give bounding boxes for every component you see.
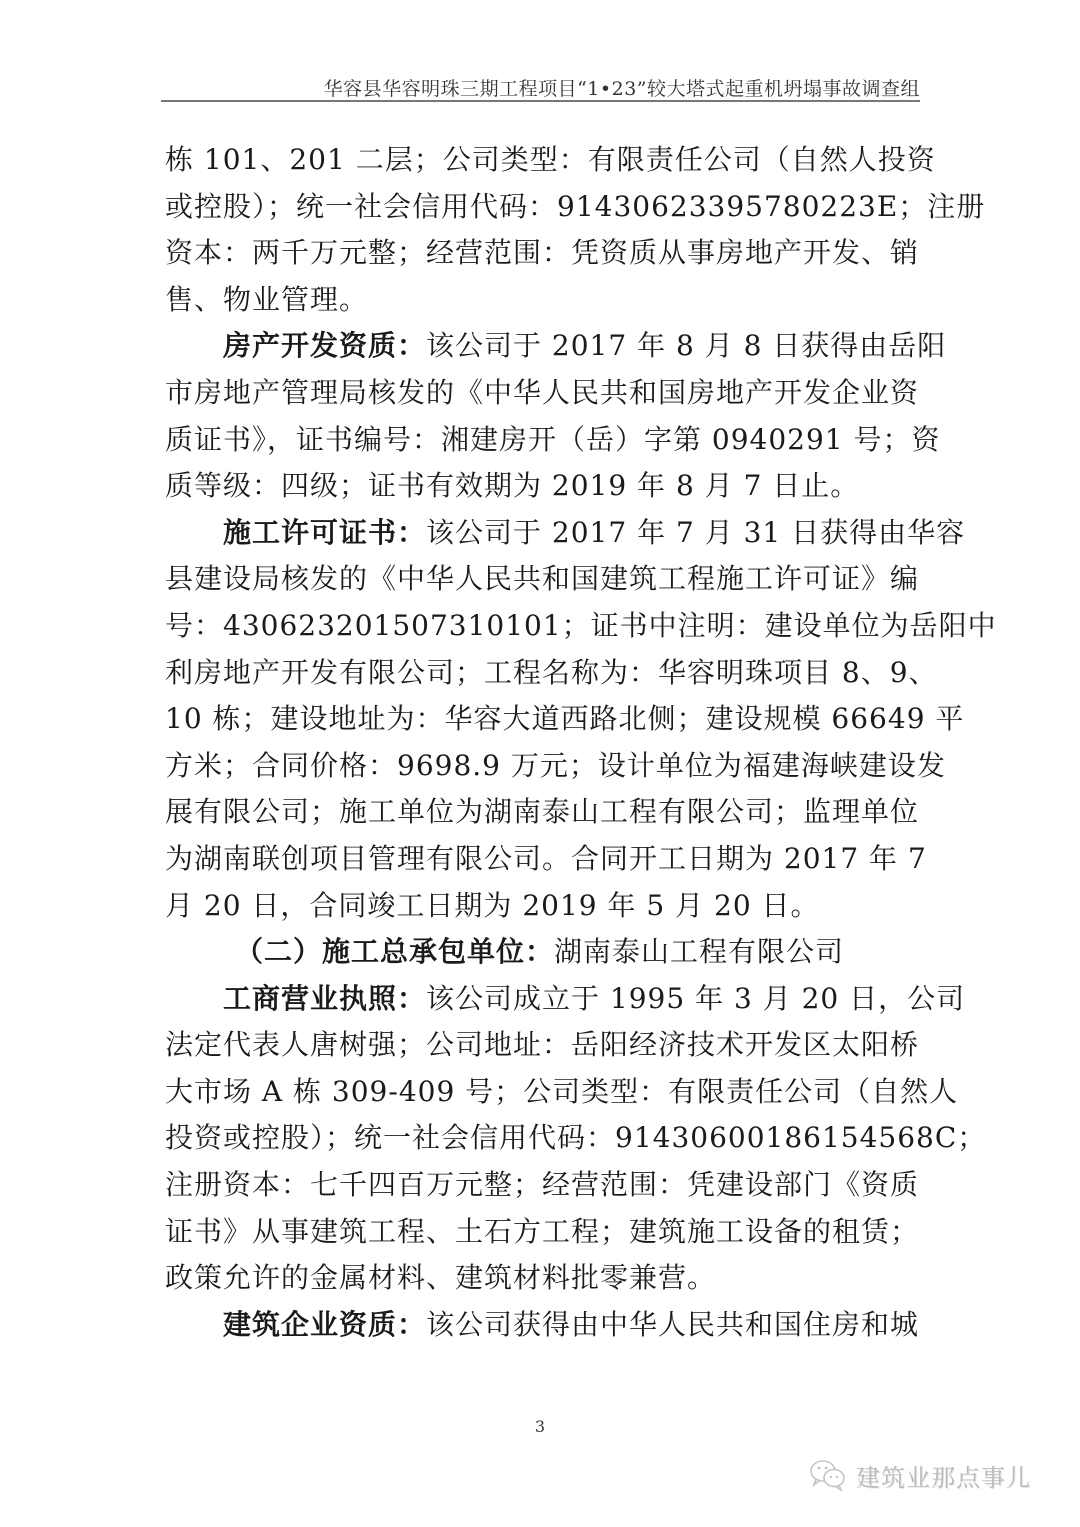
line-text: 该公司于 2017 年 8 月 8 日获得由岳阳	[426, 329, 947, 363]
page-number: 3	[534, 1417, 546, 1436]
line-text: 法定代表人唐树强；公司地址：岳阳经济技术开发区太阳桥	[165, 1028, 920, 1062]
text-line	[165, 743, 946, 790]
running-header: 华容县华容明珠三期工程项目“1•23”较大塔式起重机坍塌事故调查组	[323, 78, 920, 100]
line-text: 该公司获得由中华人民共和国住房和城	[426, 1307, 920, 1341]
text-line	[165, 184, 986, 231]
section-lead: 建筑企业资质：	[223, 1307, 427, 1341]
line-text: 质证书》，证书编号：湘建房开（岳）字第 0940291 号；资	[165, 422, 941, 456]
text-line	[165, 370, 920, 417]
text-line	[165, 510, 966, 557]
text-line	[165, 556, 920, 603]
section-lead: 房产开发资质：	[223, 329, 427, 363]
wechat-icon	[808, 1458, 848, 1492]
line-text: 政策允许的金属材料、建筑材料批零兼营。	[165, 1261, 717, 1295]
line-text: 该公司成立于 1995 年 3 月 20 日，公司	[426, 981, 966, 1015]
text-line	[165, 1209, 920, 1256]
text-line	[165, 1115, 987, 1162]
watermark	[808, 1455, 1031, 1495]
line-text: 展有限公司；施工单位为湖南泰山工程有限公司；监理单位	[165, 795, 920, 829]
section-heading	[165, 929, 917, 976]
section-heading-lead: （二）施工总承包单位：	[235, 935, 555, 969]
document-body	[165, 137, 997, 1348]
text-line	[165, 696, 965, 743]
text-line	[165, 1255, 917, 1302]
line-text: 栋 101、201 二层；公司类型：有限责任公司（自然人投资	[165, 143, 936, 176]
text-line	[165, 1302, 920, 1349]
text-line	[165, 230, 920, 277]
line-text: 利房地产开发有限公司；工程名称为：华容明珠项目 8、9、	[165, 655, 938, 689]
text-line	[165, 463, 917, 510]
line-text: 市房地产管理局核发的《中华人民共和国房地产开发企业资	[165, 375, 920, 409]
line-text: 号：430623201507310101；证书中注明：建设单位为岳阳中	[165, 608, 997, 642]
section-lead: 工商营业执照：	[223, 981, 427, 1015]
text-line	[165, 277, 917, 324]
text-line	[165, 417, 941, 464]
line-text: 10 栋；建设地址为：华容大道西路北侧；建设规模 66649 平	[165, 702, 965, 736]
line-text: 该公司于 2017 年 7 月 31 日获得由华容	[426, 515, 966, 549]
line-text: 或控股）；统一社会信用代码：91430623395780223E；注册	[165, 189, 986, 223]
text-line	[165, 1069, 959, 1116]
text-line	[165, 1022, 920, 1069]
text-line	[165, 323, 947, 370]
text-line	[165, 836, 927, 883]
line-text: 投资或控股）；统一社会信用代码：91430600186154568C；	[165, 1121, 987, 1155]
line-text: 证书》从事建筑工程、土石方工程；建筑施工设备的租赁；	[165, 1214, 920, 1248]
text-line	[165, 137, 936, 184]
line-text: 资本：两千万元整；经营范围：凭资质从事房地产开发、销	[165, 236, 920, 270]
line-text: 质等级：四级；证书有效期为 2019 年 8 月 7 日止。	[165, 469, 860, 503]
header-rule	[161, 100, 920, 102]
text-line	[165, 976, 966, 1023]
line-text: 方米；合同价格：9698.9 万元；设计单位为福建海峡建设发	[165, 748, 946, 782]
watermark-text: 建筑业那点事儿	[856, 1463, 1031, 1492]
line-text: 县建设局核发的《中华人民共和国建筑工程施工许可证》编	[165, 562, 920, 596]
text-line	[165, 603, 997, 650]
line-text: 为湖南联创项目管理有限公司。合同开工日期为 2017 年 7	[165, 841, 927, 875]
line-text: 注册资本：七千四百万元整；经营范围：凭建设部门《资质	[165, 1168, 920, 1202]
text-line	[165, 650, 938, 697]
line-text: 售、物业管理。	[165, 282, 369, 316]
text-line	[165, 883, 917, 930]
line-text: 湖南泰山工程有限公司	[554, 935, 845, 969]
line-text: 月 20 日，合同竣工日期为 2019 年 5 月 20 日。	[165, 888, 820, 922]
line-text: 大市场 A 栋 309-409 号；公司类型：有限责任公司（自然人	[165, 1074, 959, 1108]
section-lead: 施工许可证书：	[223, 515, 427, 549]
text-line	[165, 789, 920, 836]
text-line	[165, 1162, 920, 1209]
